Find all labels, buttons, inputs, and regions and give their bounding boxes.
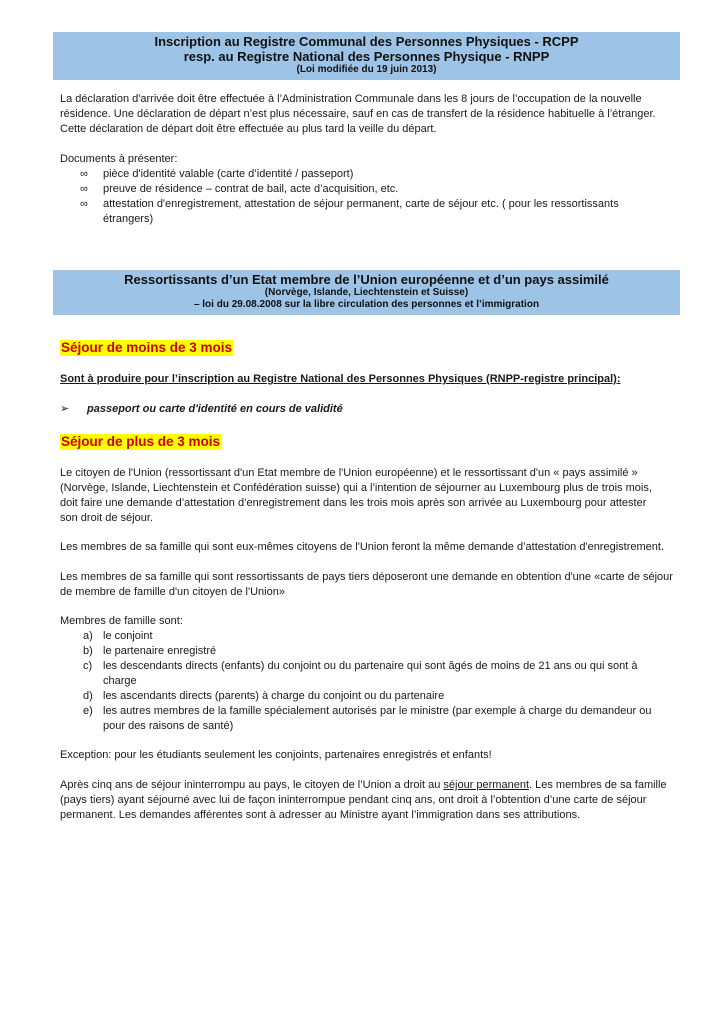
intro-line-2: résidence. Une déclaration de départ n’est plus nécessaire, sauf en cas de transfert de la résidence habituelle à l’étranger. (60, 108, 656, 120)
family-third-country-line-1: Les membres de sa famille qui sont ressortissants de pays tiers déposeront une demande en obtention d'une «carte de séjour (60, 571, 673, 583)
intro-line-1: La déclaration d'arrivée doit être effectuée à l’Administration Communale dans les 8 jours de l’occupation de la nouvelle (60, 93, 642, 105)
list-marker: c) (83, 660, 93, 672)
banner-countries: (Norvège, Islande, Liechtenstein et Suisse) (264, 287, 469, 298)
family-member-item-continuation: charge (103, 675, 137, 687)
exception-note: Exception: pour les étudiants seulement les conjoints, partenaires enregistrés et enfants! (60, 749, 492, 761)
family-member-item: les ascendants directs (parents) à charge du conjoint ou du partenaire (103, 690, 445, 702)
infinity-bullet-icon: ∞ (80, 183, 88, 195)
permanent-stay-text: Après cinq ans de séjour ininterrompu au pays, le citoyen de l’Union a droit au (60, 779, 444, 791)
family-member-item-continuation: pour des raisons de santé) (103, 720, 234, 732)
section-heading-long-stay: Séjour de plus de 3 mois (61, 434, 221, 449)
infinity-bullet-icon: ∞ (80, 198, 88, 210)
family-members-label: Membres de famille sont: (60, 615, 183, 627)
list-marker: e) (83, 705, 93, 717)
document-item: attestation d'enregistrement, attestation de séjour permanent, carte de séjour etc. ( pour les ressortissants (103, 198, 619, 210)
section-heading-short-stay: Séjour de moins de 3 mois (61, 340, 233, 355)
family-eu-paragraph: Les membres de sa famille qui sont eux-mêmes citoyens de l'Union feront la même demande d’attestation d'enregistrement. (60, 541, 665, 553)
long-stay-line-2: (Norvège, Islande, Liechtenstein et Confédération suisse) qui a l’intention de séjourner au Luxembourg plus de trois mois, (60, 482, 652, 494)
short-stay-item: passeport ou carte d'identité en cours de validité (87, 403, 343, 415)
intro-line-3: Cette déclaration de départ doit être effectuée au plus tard la veille du départ. (60, 123, 437, 135)
list-marker: a) (83, 630, 93, 642)
family-third-country-line-2: de membre de famille d'un citoyen de l'Union» (60, 586, 285, 598)
long-stay-line-3: doit faire une demande d’attestation d’enregistrement dans les trois mois après son arrivée au Luxembourg pour attester (60, 497, 647, 509)
family-member-item: le partenaire enregistré (103, 645, 217, 657)
arrow-bullet-icon: ➢ (60, 403, 70, 415)
permanent-stay-line-2: (pays tiers) ayant séjourné avec lui de façon ininterrompue pendant cinq ans, ont droit à l’obtention d’une carte de séjour (60, 794, 647, 806)
short-stay-requirements: Sont à produire pour l’inscription au Registre National des Personnes Physiques (RNPP-registre principal): (60, 373, 621, 385)
banner-title: Ressortissants d’un Etat membre de l’Union européenne et d’un pays assimilé (124, 272, 609, 287)
banner-law-note: – loi du 29.08.2008 sur la libre circulation des personnes et l’immigration (193, 299, 540, 310)
long-stay-line-1: Le citoyen de l'Union (ressortissant d'un Etat membre de l'Union européenne) et le ressortissant d'un « pays assimilé » (60, 467, 638, 479)
family-member-item: les descendants directs (enfants) du conjoint ou du partenaire qui sont âgés de moins de 21 ans ou qui sont à (103, 660, 638, 672)
infinity-bullet-icon: ∞ (80, 168, 88, 180)
banner-title: Inscription au Registre Communal des Personnes Physiques - RCPP (154, 34, 579, 49)
header-banner-eu-citizens (53, 270, 680, 315)
long-stay-line-4: son droit de séjour. (60, 512, 153, 524)
family-member-item: les autres membres de la famille spécialement autorisés par le ministre (par exemple à charge du demandeur ou (103, 705, 652, 717)
permanent-stay-line-1 (60, 778, 673, 793)
document-item: preuve de résidence – contrat de bail, acte d’acquisition, etc. (103, 183, 399, 195)
permanent-stay-term: séjour permanent (443, 779, 529, 791)
header-banner-rcpp (53, 32, 680, 80)
document-item: pièce d'identité valable (carte d’identité / passeport) (103, 168, 354, 180)
family-member-item: le conjoint (103, 630, 153, 642)
banner-law-note: (Loi modifiée du 19 juin 2013) (296, 64, 437, 75)
permanent-stay-line-3: permanent. Les demandes afférentes sont à adresser au Ministre ayant l’immigration dans ses attributions. (60, 809, 581, 821)
documents-label: Documents à présenter: (60, 153, 178, 165)
permanent-stay-text: . Les membres de sa famille (529, 779, 667, 791)
list-marker: b) (83, 645, 93, 657)
banner-subtitle: resp. au Registre National des Personnes Physique - RNPP (183, 49, 550, 64)
document-item-continuation: étrangers) (103, 213, 154, 225)
list-marker: d) (83, 690, 93, 702)
